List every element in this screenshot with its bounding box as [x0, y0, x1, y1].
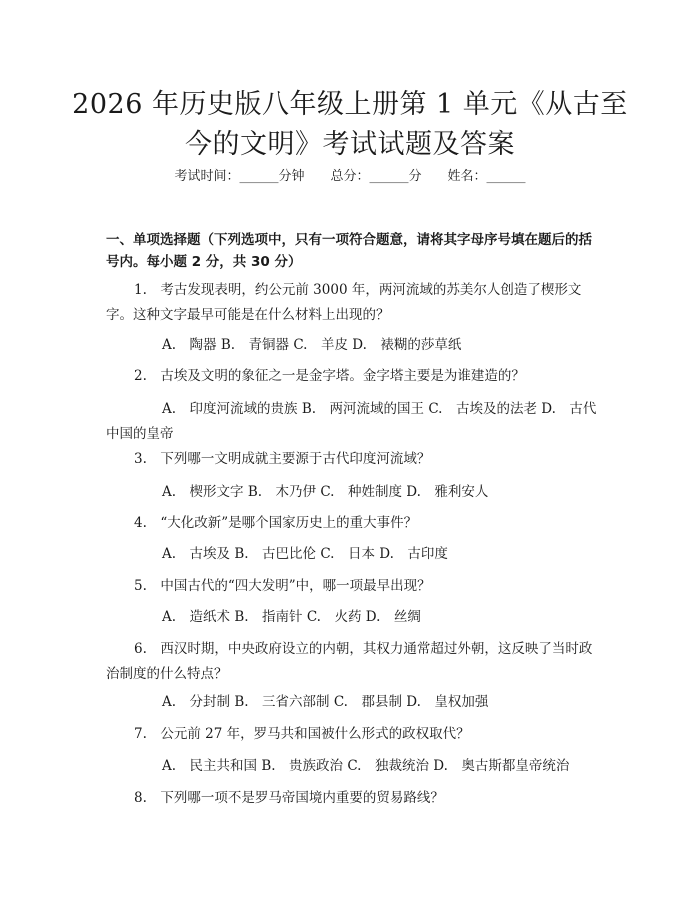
question-5-text: 5. 中国古代的“四大发明”中，哪一项最早出现？: [134, 578, 431, 594]
question-7-options: A. 民主共和国 B. 贵族政治 C. 独裁统治 D. 奥古斯都皇帝统治: [162, 758, 570, 774]
question-5-options: A. 造纸术 B. 指南针 C. 火药 D. 丝绸: [162, 609, 421, 625]
page-title-line-1: 2026 年历史版八年级上册第 1 单元《从古至: [72, 89, 628, 120]
page-title-line-2: 今的文明》考试试题及答案: [185, 129, 515, 160]
section-heading-single-choice: 一、单项选择题（下列选项中，只有一项符合题意，请将其字母序号填在题后的括号内。每小题 2 分，共 30 分）: [106, 232, 592, 270]
question-6-options: A. 分封制 B. 三省六部制 C. 郡县制 D. 皇权加强: [162, 694, 489, 710]
question-8-text: 8. 下列哪一项不是罗马帝国境内重要的贸易路线？: [134, 790, 444, 806]
student-name-field: 姓名：______: [447, 169, 526, 184]
question-4-text: 4. “大化改新”是哪个国家历史上的重大事件？: [134, 515, 418, 531]
question-1-options: A. 陶器 B. 青铜器 C. 羊皮 D. 裱糊的莎草纸: [162, 337, 462, 353]
question-2-options: A. 印度河流域的贵族 B. 两河流域的国王 C. 古埃及的法老 D. 古代中国的皇帝: [106, 401, 597, 442]
question-2-text: 2. 古埃及文明的象征之一是金字塔。金字塔主要是为谁建造的？: [134, 368, 525, 384]
question-6-text: 6. 西汉时期，中央政府设立的内朝，其权力通常超过外朝，这反映了当时政治制度的什么特点？: [106, 641, 593, 682]
exam-info: [0, 167, 700, 187]
question-1-text: 1. 考古发现表明，约公元前 3000 年，两河流域的苏美尔人创造了楔形文字。这种文字最早可能是在什么材料上出现的？: [106, 282, 582, 323]
question-4-options: A. 古埃及 B. 古巴比伦 C. 日本 D. 古印度: [162, 546, 448, 562]
question-7-text: 7. 公元前 27 年，罗马共和国被什么形式的政权取代？: [134, 726, 470, 742]
question-3-text: 3. 下列哪一文明成就主要源于古代印度河流域？: [134, 451, 431, 467]
question-3-options: A. 楔形文字 B. 木乃伊 C. 种姓制度 D. 雅利安人: [162, 484, 489, 500]
exam-time-field: 考试时间：______分钟: [174, 169, 305, 184]
total-score-field: 总分：______分: [330, 169, 422, 184]
